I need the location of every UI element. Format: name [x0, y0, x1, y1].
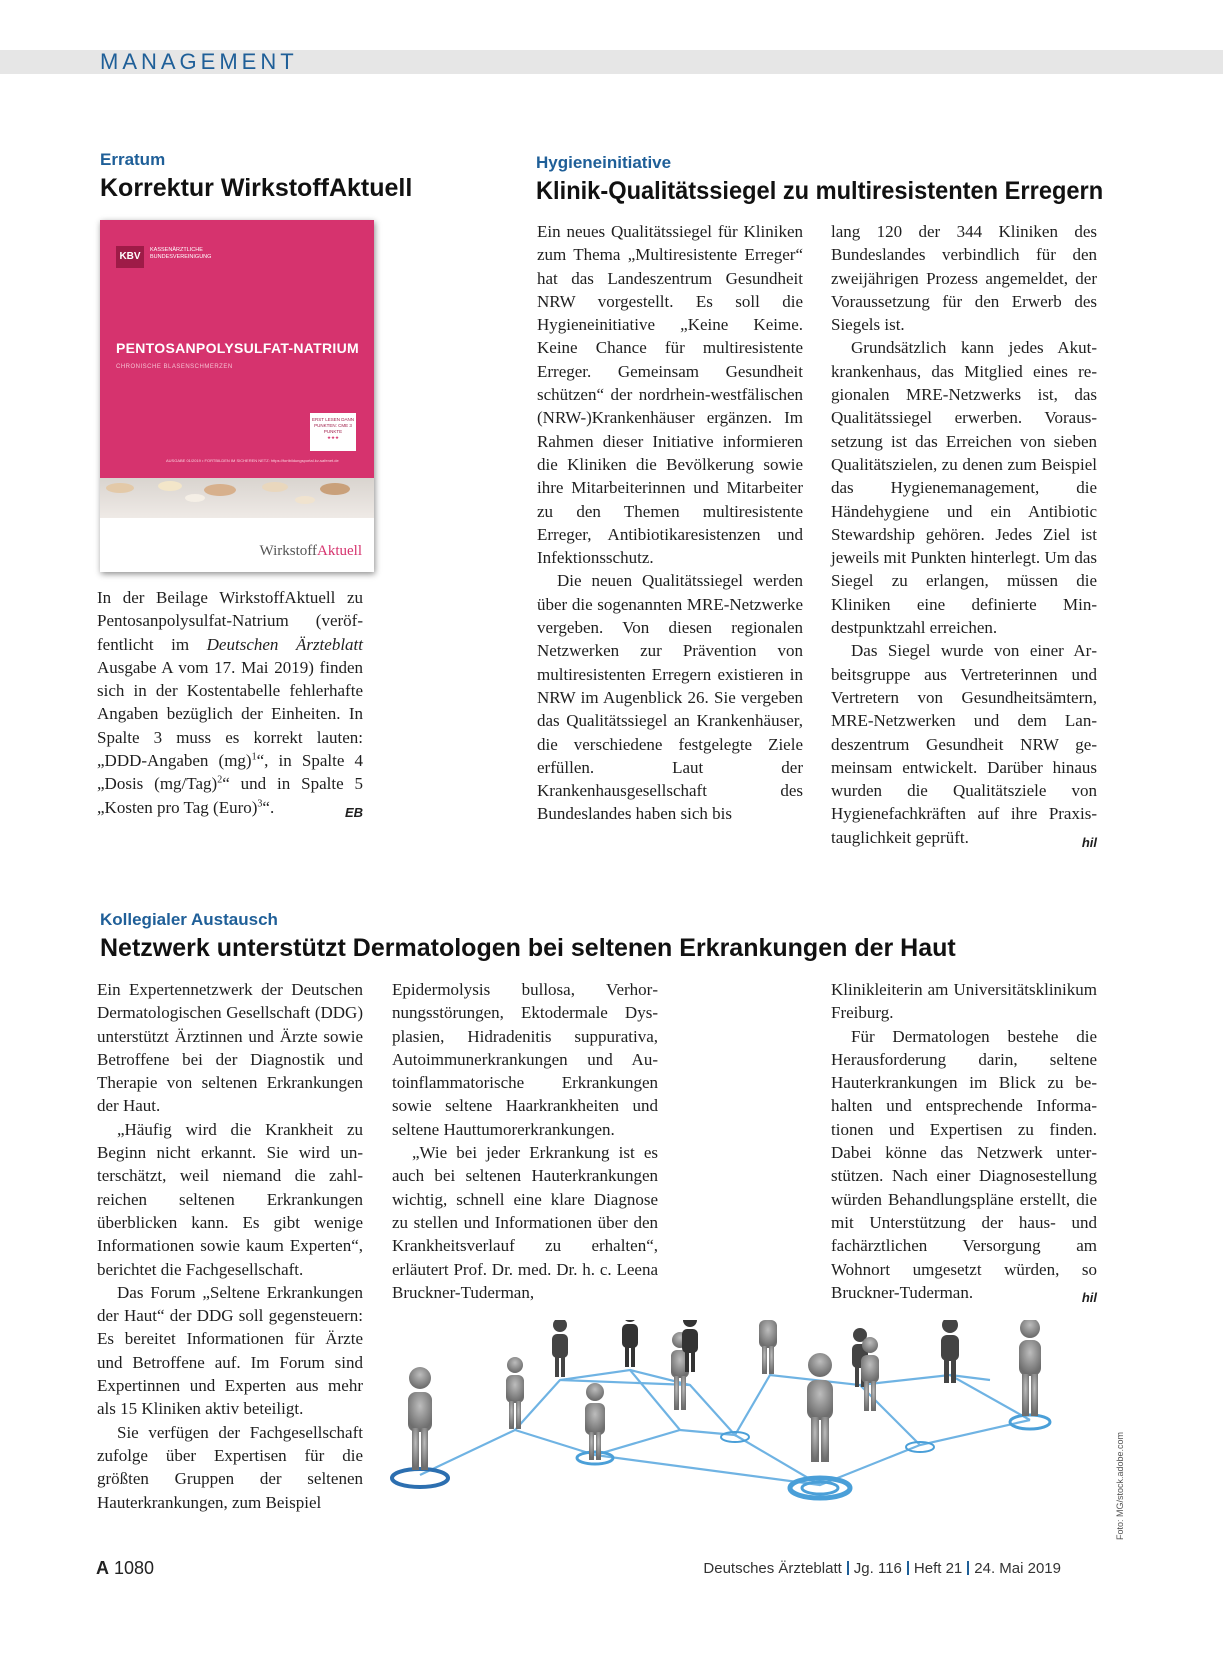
- erratum-text-5: “.: [262, 797, 275, 817]
- hygiene-paragraph: Die neuen Qualitätssiegel werden über die sogenannten MRE-Netzwerke vergeben. Von diesen regionalen Netzwerken zur Prävention von multiresistenten Erregern existieren in NRW im Augenblick 26. Sie vergeben das Qualitätssiegel an Krankenhäuser, die verschiedene festgelegte Ziele erfüllen. Laut der Krankenhausgesellschaft des Bundeslandes haben sich bis: [537, 571, 803, 824]
- section-label: MANAGEMENT: [100, 49, 298, 74]
- divider: [847, 1561, 849, 1575]
- journal-info: [703, 1560, 1061, 1577]
- cover-badge-stars: ★★★: [326, 435, 340, 440]
- hygiene-col-2: [831, 220, 1097, 854]
- hygiene-headline: Klinik-Qualitätssiegel zu multiresistenten Erregern: [536, 177, 1104, 205]
- erratum-text-italic: Deutschen Ärzteblatt: [206, 634, 363, 654]
- cover-badge-text: ERST LESEN DANN PUNKTEN: CME 3 PUNKTE: [312, 417, 354, 434]
- wirkstoffaktuell-cover: [100, 220, 374, 572]
- brand-part-2: Aktuell: [317, 543, 362, 559]
- hygiene-paragraph: Grundsätzlich kann jedes Akutkrankenhaus, das Mitglied eines regionalen MRE-Netzwerks ist, das Qualitätssiegel erwerben. Voraussetzung ist das Erreichen von sieben Qualitätszielen, zu denen zum Beispiel das Hygienemanagement, die Händehygiene und ein Antibiotic Stewardship gehören. Jedes Ziel ist jeweils mit Punkten hinterlegt. Um das Siegel zu erlangen, müssen die Kliniken eine definierte Mindestpunktzahl erreichen.: [831, 338, 1097, 638]
- network-nodes: [392, 1415, 1050, 1498]
- cover-subtitle: CHRONISCHE BLASENSCHMERZEN: [116, 364, 233, 370]
- hygiene-kicker: Hygieneinitiative: [536, 153, 672, 172]
- page-number: [96, 1558, 154, 1579]
- derma-paragraph: Für Dermatologen bestehe die Herausforderung darin, seltene Hauterkrankungen im Blick zu behalten und entsprechende Informationen und Expertisen zu finden. Dabei könne das Netzwerk unterstützen. Nach einer Diagnosestellung würden Behandlungspläne erstellt, die mit Unterstützung der haus- und fachärztlichen Versorgung am Wohnort umgesetzt würden, so Bruckner-Tuderman.: [831, 1026, 1097, 1302]
- page-number-value: 1080: [114, 1558, 155, 1578]
- journal-volume: Jg. 116: [853, 1560, 902, 1577]
- journal-date: 24. Mai 2019: [974, 1560, 1061, 1577]
- hygiene-paragraph: Ein neues Qualitätssiegel für Kliniken zum Thema „Multiresistente Erreger“ hat das Landeszentrum Gesundheit NRW vorgestellt. Es soll die Hygieneinitiative „Keine Keime. Keine Chance für multiresistente Erreger. Gemeinsam Gesundheit schützen“ der nordrhein-westfälischen (NRW-)Krankenhäuser ergänzen. Im Rahmen dieser Initiative informieren die Kliniken die Bevölkerung sowie ihre Mitarbeiterinnen und Mitarbeiter zu den Themen multiresistente Erreger, Antibiotikaresistenzen und Infektionsschutz.: [537, 222, 803, 568]
- derma-col-1: [97, 978, 363, 1514]
- cover-brand: [260, 543, 362, 560]
- cover-title: PENTOSANPOLYSULFAT-NATRIUM: [116, 340, 359, 356]
- divider: [967, 1561, 969, 1575]
- erratum-text-3: “, in Spalte 4 „Dosis (mg/Tag): [97, 751, 364, 794]
- journal-name: Deutsches Ärzteblatt: [703, 1560, 842, 1577]
- derma-col-3: [831, 978, 1097, 1309]
- derma-headline: Netzwerk unterstützt Dermatologen bei seltenen Erkrankungen der Haut: [100, 934, 956, 962]
- journal-issue: Heft 21: [913, 1560, 963, 1577]
- cover-cme-badge: [310, 413, 356, 451]
- page-letter: A: [96, 1558, 109, 1578]
- footnote-2: 2: [217, 774, 223, 786]
- erratum-text-2: Ausgabe A vom 17. Mai 2019) finden sich in der Kostentabelle fehlerhafte Angaben bezüglich der Einheiten. In Spalte 3 muss es korrekt lauten: „DDD-Angaben (mg): [97, 657, 363, 771]
- hygiene-paragraph: Das Siegel wurde von einer Arbeitsgruppe aus Vertreterinnen und Vertretern von Gesundheitsämtern, MRE-Netzwerken und dem Landeszentrum Gesundheit NRW gemeinsam entwickelt. Darüber hinaus wurden die Qualitätsziele von Hygienefachkräften auf ihre Praxistauglichkeit geprüft.: [831, 641, 1097, 847]
- people-network-illustration: [390, 1320, 1110, 1520]
- brand-part-1: Wirkstoff: [259, 543, 317, 559]
- cover-issue-line: AUSGABE 01/2019 • FORTBILDEN IM SICHEREN NETZ: https://fortbildungsportal.kv-safenet.de: [166, 458, 339, 463]
- derma-paragraph: Sie verfügen der Fachgesellschaft zufolge über Expertisen für die größten Gruppen der seltenen Hauterkrankungen, zum Beispiel: [97, 1422, 363, 1512]
- erratum-signature: EB: [344, 804, 363, 820]
- derma-kicker: Kollegialer Austausch: [100, 910, 278, 929]
- footnote-3: 3: [257, 798, 263, 810]
- cover-pills-image: [100, 478, 374, 518]
- derma-paragraph: Ein Expertennetzwerk der Deutschen Dermatologischen Gesellschaft (DDG) unterstützt Ärztinnen und Ärzte sowie Betroffene bei der Diagnostik und Therapie von seltenen Erkrankungen der Haut.: [97, 980, 363, 1116]
- derma-paragraph: „Wie bei jeder Erkrankung ist es auch bei seltenen Hauterkrankungen wichtig, schnell eine klare Diagnose zu stellen und Informationen über den Krankheitsverlauf zu erhalten“, erläutert Prof. Dr. med. Dr. h. c. Leena Bruckner-Tuderman,: [392, 1143, 658, 1302]
- derma-col-2: [392, 978, 658, 1304]
- erratum-kicker: Erratum: [100, 150, 166, 169]
- divider: [907, 1561, 909, 1575]
- derma-paragraph: Epidermolysis bullosa, Verhornungsstörungen, Ektodermale Dysplasien, Hidradenitis suppurativa, Autoimmunerkrankungen und Autoinflammatorische Erkrankungen sowie seltene Haarkrankheiten und seltene Hauttumorerkrankungen.: [392, 980, 658, 1139]
- derma-paragraph: „Häufig wird die Krankheit zu Beginn nicht erkannt. Sie wird unterschätzt, weil niemand die zahlreichen seltenen Erkrankungen überblicken kann. Es gibt wenige Informationen sowie kaum Experten“, berichtet die Fachgesellschaft.: [97, 1119, 363, 1279]
- people-figures: [408, 1320, 1041, 1470]
- erratum-text-4: “ und in Spalte 5 „Kosten pro Tag (Euro): [97, 774, 363, 817]
- hygiene-signature: hil: [1081, 834, 1097, 850]
- hygiene-paragraph: lang 120 der 344 Kliniken des Bundeslandes verbindlich für den zweijährigen Prozess angemeldet, der Voraussetzung für den Erwerb des Siegels ist.: [831, 222, 1097, 335]
- hygiene-col-1: [537, 220, 803, 826]
- derma-paragraph: Klinikleiterin am Universitätsklinikum Freiburg.: [831, 980, 1097, 1023]
- erratum-text-1: In der Beilage WirkstoffAktuell zu Pentosanpolysulfat-Natrium (veröffentlicht im: [97, 588, 363, 654]
- erratum-headline: Korrektur WirkstoffAktuell: [100, 174, 413, 202]
- pills-illustration: [100, 478, 374, 518]
- kbv-logo: KBV: [116, 246, 144, 268]
- kbv-name: KASSENÄRZTLICHE BUNDESVEREINIGUNG: [150, 247, 212, 260]
- photo-credit: Foto: MG/stock.adobe.com: [1115, 1431, 1125, 1540]
- derma-signature: hil: [1081, 1289, 1097, 1305]
- derma-paragraph: Das Forum „Seltene Erkrankungen der Haut“ der DDG soll gegensteuern: Es bereitet Informationen für Ärzte und Betroffene auf. Im Forum sind Expertinnen und Experten aus mehr als 15 Kliniken aktiv beteiligt.: [97, 1282, 363, 1419]
- footnote-1: 1: [251, 751, 257, 763]
- erratum-body: [97, 586, 363, 824]
